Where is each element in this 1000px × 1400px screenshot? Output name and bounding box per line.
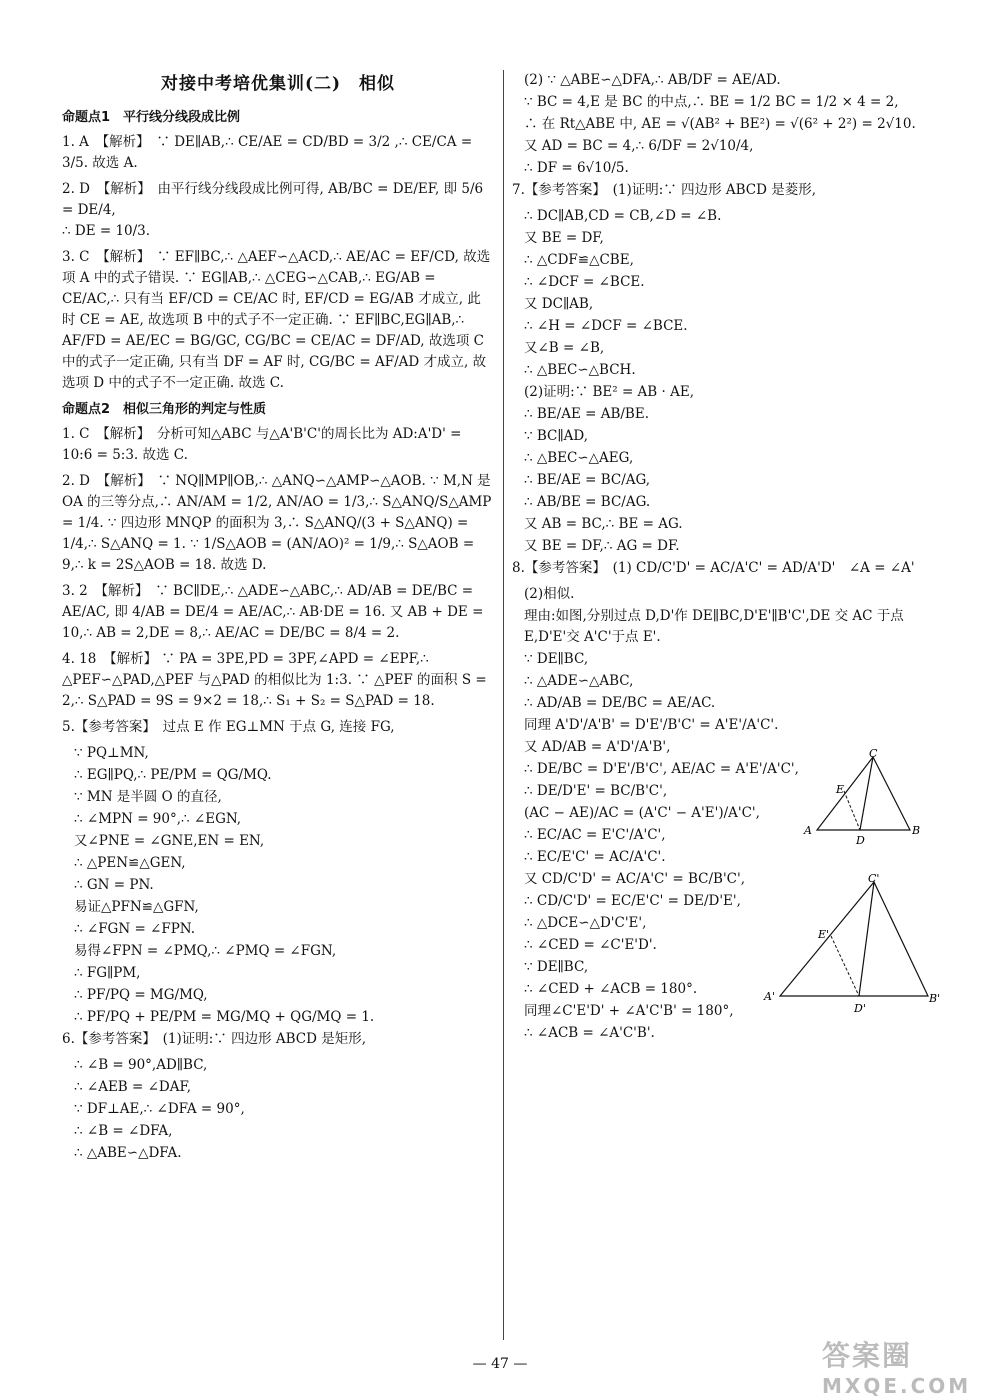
figure-triangle-abc (800, 748, 925, 848)
answer-line: ∴ ∠CED = ∠C'E'D'. (524, 937, 657, 953)
fig1-label-e: E (836, 783, 845, 796)
answer-line: ∴ GN = PN. (74, 877, 154, 893)
answer-line: (AC − AE)/AC = (A'C' − A'E')/A'C', (524, 805, 760, 821)
answer-line: ∴ DF = 6√10/5. (524, 160, 629, 176)
answer-item: 1. C 【解析】 分析可知△ABC 与△A'B'C'的周长比为 AD:A'D' = 10:6 = 5:3. 故选 C. (62, 426, 466, 463)
answer-line: ∵ PQ⊥MN, (74, 745, 149, 761)
page-number: — 47 — (472, 1356, 528, 1372)
answer-line: 同理∠C'E'D' + ∠A'C'B' = 180°, (524, 1003, 734, 1019)
answer-line: ∴ PF/PQ + PE/PM = MG/MQ + QG/MQ = 1. (74, 1009, 375, 1025)
answer-line: ∵ DE∥BC, (524, 651, 589, 667)
fig2-label-c: C' (868, 872, 880, 885)
answer-line: ∴ ∠ACB = ∠A'C'B'. (524, 1025, 655, 1041)
answer-line: ∴ ∠B = ∠DFA, (74, 1123, 173, 1139)
answer-item: 3. C 【解析】 ∵ EF∥BC,∴ △AEF∽△ACD,∴ AE/AC = EF/CD, 故选项 A 中的式子错误. ∵ EG∥AB,∴ △CEG∽△CAB,∴ EG/AB = CE/AC,∴ 只有当 EF/CD = CE/AC 时, EF/CD = EG/AB 才成立, 此时 CE = AE, 故选项 B 中的式子不一定正确. ∵ EF∥BC,EG∥AB,∴ AF/FD = AE/EC = BG/GC, CG/BC = CE/AC = DF/AD, 故选项 C 中的式子一定正确, 只有当 DF = AF 时, CG/BC = AF/AD 才成立, 故选项 D 中的式子不一定正确. 故选 C. (62, 249, 491, 391)
answer-line: 又 BE = DF,∴ AG = DF. (524, 538, 680, 554)
answer-line: ∴ AB/BE = BC/AG. (524, 494, 651, 510)
answer-line: ∴ △PEN≌△GEN, (74, 855, 186, 871)
answer-line: ∴ PF/PQ = MG/MQ, (74, 987, 208, 1003)
answer-item: 8.【参考答案】 (1) CD/C'D' = AC/A'C' = AD/A'D' ∠A = ∠A' (512, 560, 915, 576)
answer-line: ∴ △BEC∽△BCH. (524, 362, 636, 378)
answer-line: (2)证明:∵ BE² = AB · AE, (524, 384, 694, 400)
answer-line: 易证△PFN≌△GFN, (74, 899, 199, 915)
section-heading: 命题点2 相似三角形的判定与性质 (62, 402, 267, 417)
answer-line: 理由:如图,分别过点 D,D'作 DE∥BC,D'E'∥B'C',DE 交 AC 于点 E,D'E'交 A'C'于点 E'. (524, 608, 909, 645)
answer-item: 3. 2 【解析】 ∵ BC∥DE,∴ △ADE∽△ABC,∴ AD/AB = DE/BC = AE/AC, 即 4/AB = DE/4 = AE/AC,∴ AB·DE = 16. 又 AB + DE = 10,∴ AB = 2,DE = 8,∴ AE/AC = DE/BC = 8/4 = 2. (62, 583, 488, 641)
fig2-label-e: E' (818, 928, 830, 941)
answer-line: ∴ EC/AC = E'C'/A'C', (524, 827, 666, 843)
answer-line: ∴ DE/BC = D'E'/B'C', AE/AC = A'E'/A'C', (524, 761, 799, 777)
answer-line: ∴ ∠DCF = ∠BCE. (524, 274, 645, 290)
answer-line: ∴ △BEC∽△AEG, (524, 450, 634, 466)
answer-line: (2) ∵ △ABE∽△DFA,∴ AB/DF = AE/AD. (524, 72, 781, 88)
answer-line: 又 BE = DF, (524, 230, 604, 246)
answer-item: 5.【参考答案】 过点 E 作 EG⊥MN 于点 G, 连接 FG, (62, 719, 395, 735)
watermark-text: 答案圈 (822, 1339, 913, 1372)
answer-line: ∵ DE∥BC, (524, 959, 589, 975)
answer-line: 又 AD/AB = A'D'/A'B', (524, 739, 671, 755)
answer-line: 又∠B = ∠B, (524, 340, 605, 356)
answer-line: ∴ BE/AE = BC/AG, (524, 472, 651, 488)
answer-line: ∴ AD/AB = DE/BC = AE/AC. (524, 695, 716, 711)
answer-line: ∵ BC = 4,E 是 BC 的中点,∴ BE = 1/2 BC = 1/2 × 4 = 2, (524, 94, 899, 110)
answer-line: 又 CD/C'D' = AC/A'C' = BC/B'C', (524, 871, 745, 887)
answer-line: 易得∠FPN = ∠PMQ,∴ ∠PMQ = ∠FGN, (74, 943, 337, 959)
fig1-label-c: C (869, 748, 878, 760)
answer-line: ∴ ∠AEB = ∠DAF, (74, 1079, 192, 1095)
left-column-content (62, 107, 494, 1164)
fig2-label-d: D' (854, 1002, 866, 1015)
left-column (62, 70, 494, 1165)
answer-item: 6.【参考答案】 (1)证明:∵ 四边形 ABCD 是矩形, (62, 1031, 367, 1047)
answer-line: ∴ EG∥PQ,∴ PE/PM = QG/MQ. (74, 767, 272, 783)
answer-line: ∵ BC∥AD, (524, 428, 588, 444)
answer-line: ∴ △DCE∽△D'C'E', (524, 915, 647, 931)
answer-item: 2. D 【解析】 由平行线分线段成比例可得, AB/BC = DE/EF, 即 5/6 = DE/4, ∴ DE = 10/3. (62, 181, 484, 239)
figure-triangle-abc-prime (762, 872, 947, 1020)
answer-line: ∴ ∠FGN = ∠FPN. (74, 921, 196, 937)
answer-line: ∵ DF⊥AE,∴ ∠DFA = 90°, (74, 1101, 245, 1117)
answer-line: ∴ △ABE∽△DFA. (74, 1145, 182, 1161)
answer-line: (2)相似. (524, 586, 575, 602)
fig1-label-d: D (856, 834, 865, 847)
answer-item: 1. A 【解析】 ∵ DE∥AB,∴ CE/AE = CD/BD = 3/2 ,∴ CE/CA = 3/5. 故选 A. (62, 134, 477, 171)
answer-line: ∴ ∠H = ∠DCF = ∠BCE. (524, 318, 688, 334)
answer-line: ∴ EC/E'C' = AC/A'C'. (524, 849, 666, 865)
answer-line: ∴ 在 Rt△ABE 中, AE = √(AB² + BE²) = √(6² + 2²) = 2√10. (524, 116, 916, 132)
answer-line: ∴ DC∥AB,CD = CB,∠D = ∠B. (524, 208, 722, 224)
answer-line: 同理 A'D'/A'B' = D'E'/B'C' = A'E'/A'C'. (524, 717, 779, 733)
answer-line: ∴ ∠B = 90°,AD∥BC, (74, 1057, 208, 1073)
fig1-label-b: B (912, 824, 921, 837)
answer-line: 又∠PNE = ∠GNE,EN = EN, (74, 833, 265, 849)
answer-line: ∴ ∠CED + ∠ACB = 180°. (524, 981, 698, 997)
fig2-label-a: A' (764, 990, 775, 1003)
answer-line: 又 AD = BC = 4,∴ 6/DF = 2√10/4, (524, 138, 754, 154)
watermark-url: MXQE.COM (822, 1374, 972, 1398)
fig2-label-b: B' (929, 992, 941, 1005)
answer-item: 2. D 【解析】 ∵ NQ∥MP∥OB,∴ △ANQ∽△AMP∽△AOB. ∵ M,N 是 OA 的三等分点,∴ AN/AM = 1/2, AN/AO = 1/3,∴ S△ANQ/S△AMP = 1/4. ∵ 四边形 MNQP 的面积为 3,∴ S△ANQ/(3 + S△ANQ) = 1/4,∴ S△ANQ = 1. ∵ 1/S△AOB = (AN/AO)² = 1/9,∴ S△AOB = 9,∴ k = 2S△AOB = 18. 故选 D. (62, 473, 496, 573)
answer-item: 7.【参考答案】 (1)证明:∵ 四边形 ABCD 是菱形, (512, 182, 817, 198)
answer-line: ∴ DE/D'E' = BC/B'C', (524, 783, 668, 799)
answer-line: ∴ CD/C'D' = EC/E'C' = DE/D'E', (524, 893, 741, 909)
answer-line: ∴ ∠MPN = 90°,∴ ∠EGN, (74, 811, 242, 827)
watermark-logo (822, 1334, 982, 1398)
answer-item: 4. 18 【解析】 ∵ PA = 3PE,PD = 3PF,∠APD = ∠EPF,∴ △PEF∽△PAD,△PEF 与△PAD 的相似比为 1:3. ∵ △PEF 的面积 S = 2,∴ S△PAD = 9S = 9×2 = 18,∴ S₁ + S₂ = S△PAD = 18. (62, 651, 491, 709)
answer-line: ∴ △CDF≌△CBE, (524, 252, 634, 268)
answer-line: ∴ FG∥PM, (74, 965, 141, 981)
column-divider (503, 70, 504, 1340)
section-heading: 命题点1 平行线分线段成比例 (62, 110, 241, 125)
page-title: 对接中考培优集训(二) 相似 (160, 74, 396, 94)
fig1-label-a: A (804, 824, 812, 837)
answer-line: 又 AB = BC,∴ BE = AG. (524, 516, 683, 532)
answer-line: ∴ △ADE∽△ABC, (524, 673, 634, 689)
answer-line: 又 DC∥AB, (524, 296, 594, 312)
answer-line: ∴ BE/AE = AB/BE. (524, 406, 649, 422)
answer-line: ∵ MN 是半圆 O 的直径, (74, 789, 222, 805)
